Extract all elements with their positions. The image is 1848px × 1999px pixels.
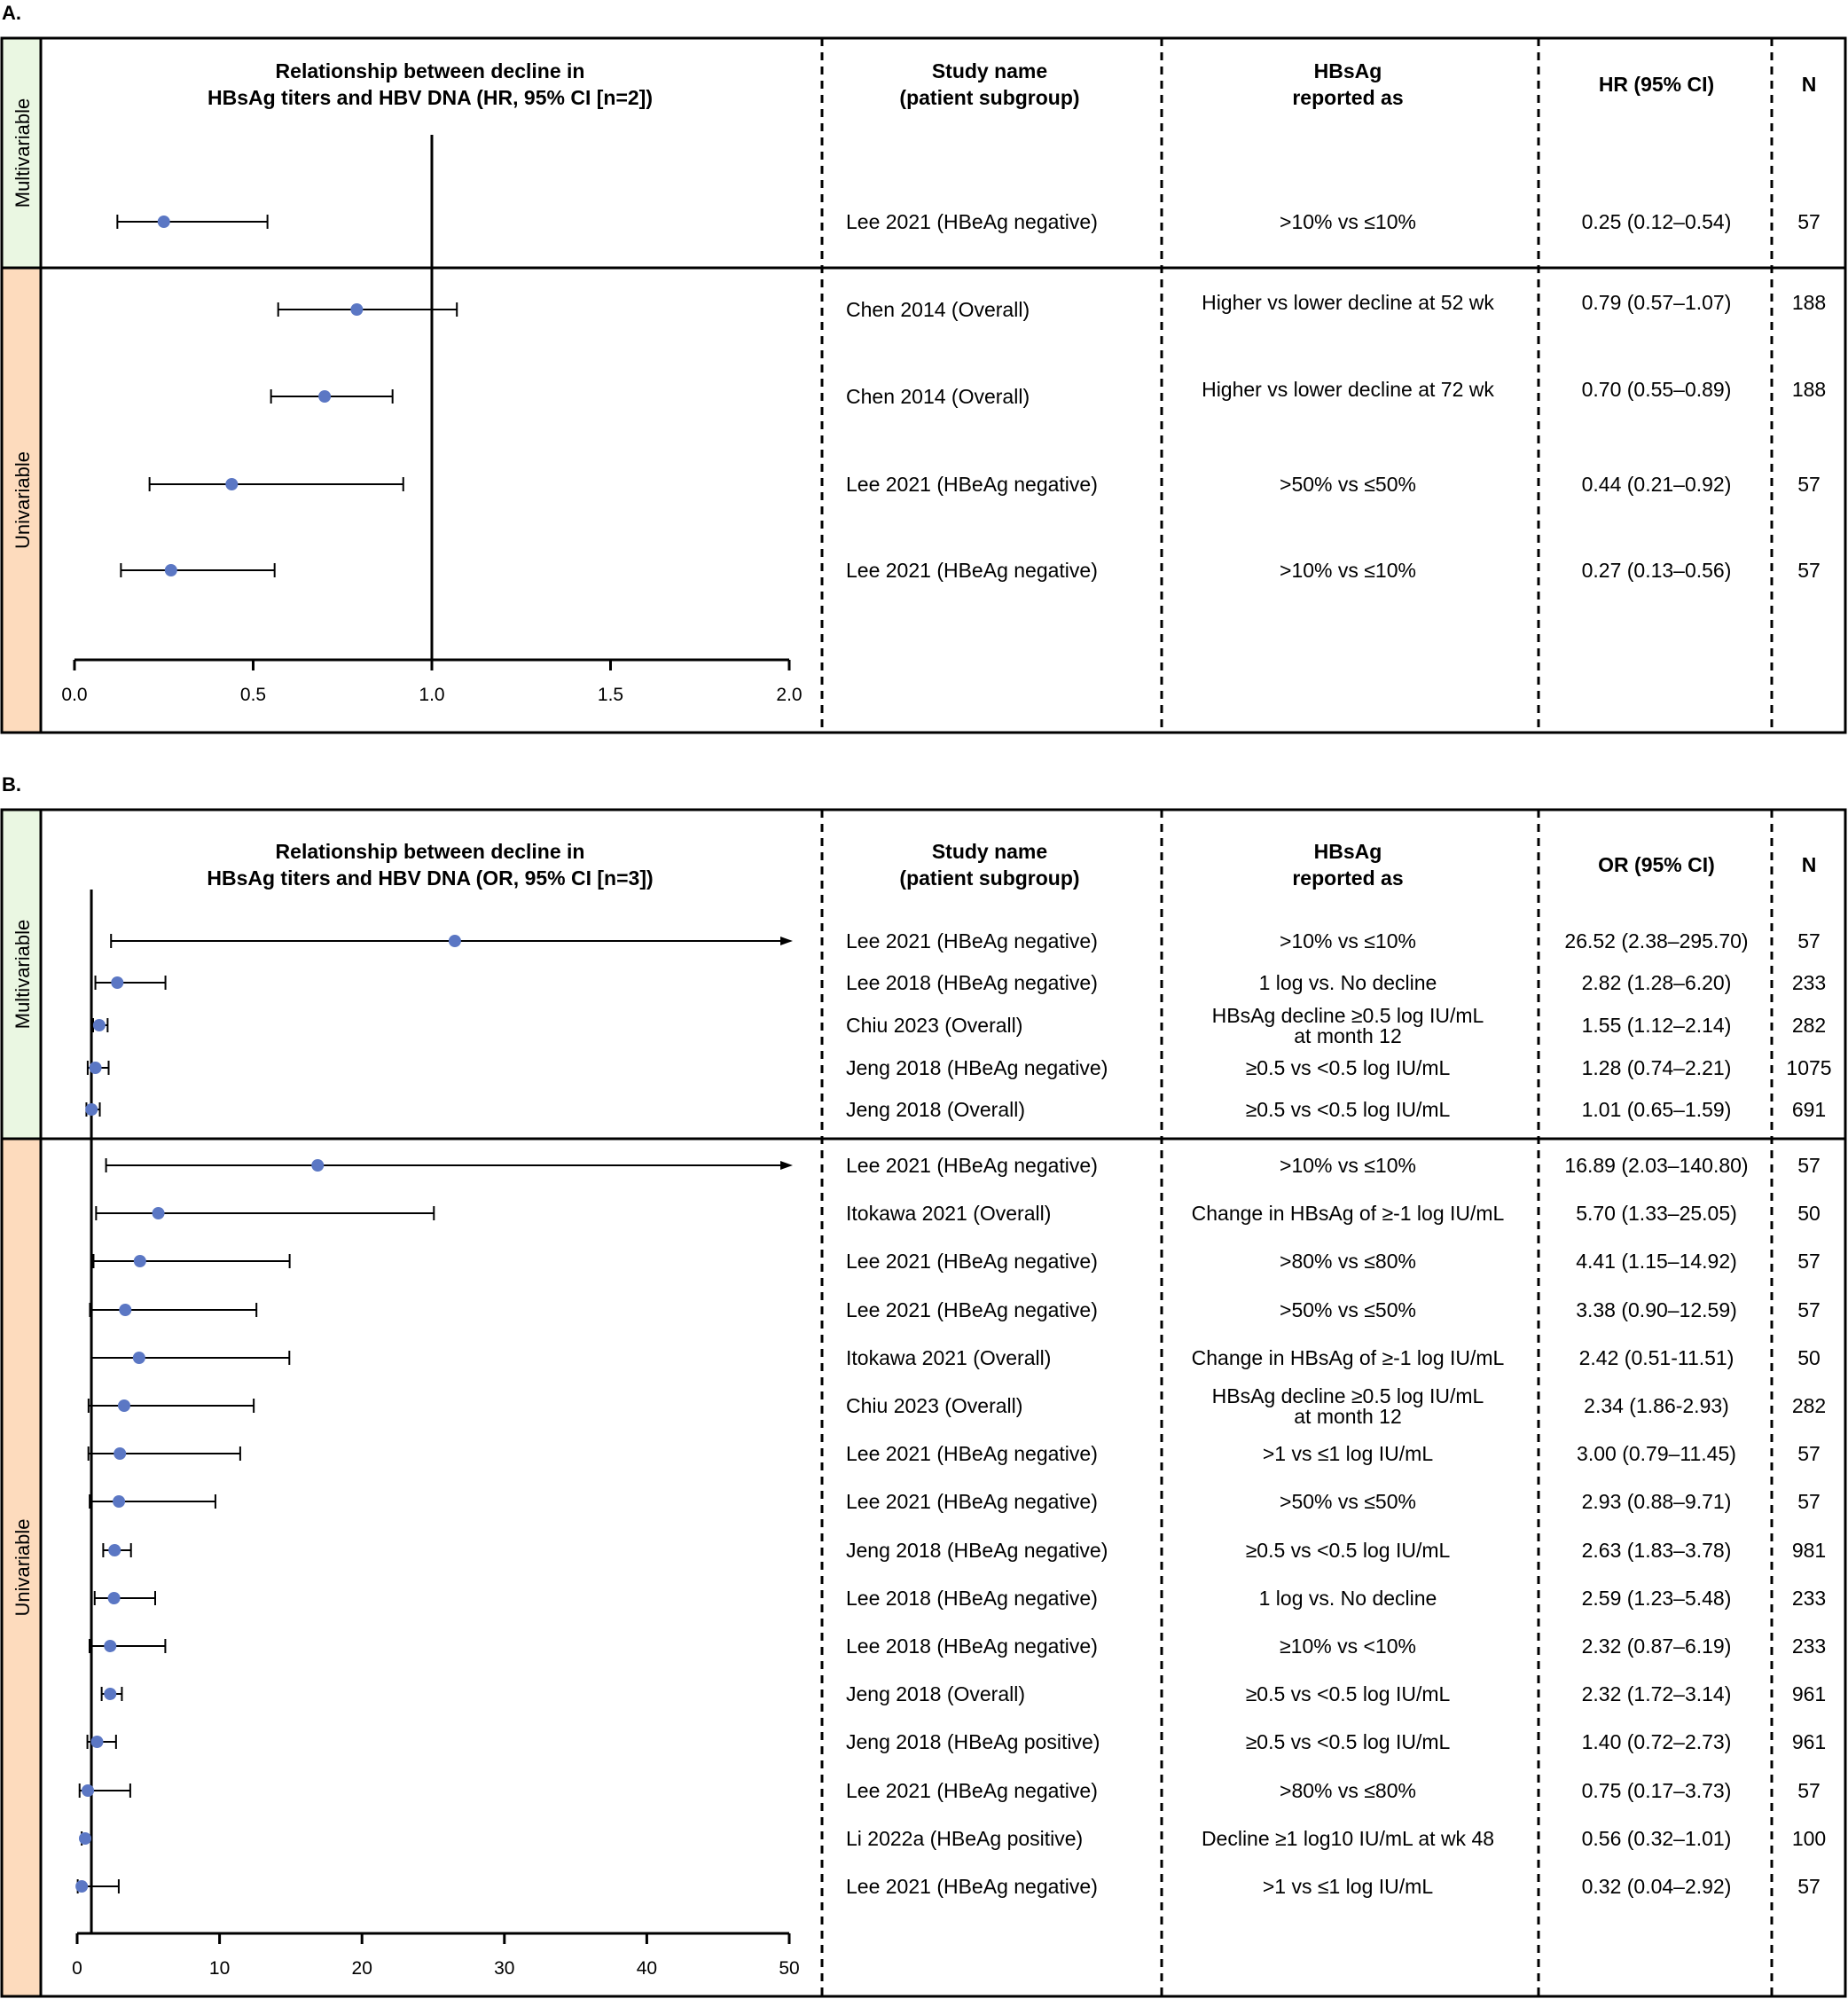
point-estimate xyxy=(449,935,461,947)
panel-label: B. xyxy=(2,773,21,796)
reported-as: ≥10% vs <10% xyxy=(1280,1634,1416,1658)
study-name: Lee 2021 (HBeAg negative) xyxy=(846,1779,1098,1802)
sample-size: 188 xyxy=(1791,378,1827,401)
reported-as: HBsAg decline ≥0.5 log IU/mL xyxy=(1211,1384,1484,1407)
point-estimate xyxy=(79,1832,91,1845)
study-name: Chiu 2023 (Overall) xyxy=(846,1014,1023,1037)
sample-size: 1075 xyxy=(1786,1056,1832,1079)
column-header-n: N xyxy=(1801,73,1817,96)
reported-as: 1 log vs. No decline xyxy=(1258,971,1437,994)
estimate-ci: 1.40 (0.72–2.73) xyxy=(1581,1730,1732,1753)
point-estimate xyxy=(165,564,177,576)
sample-size: 57 xyxy=(1797,559,1821,582)
point-estimate xyxy=(113,1495,125,1508)
point-estimate xyxy=(85,1103,98,1116)
column-header-reported: reported as xyxy=(1292,86,1404,109)
sample-size: 961 xyxy=(1791,1730,1827,1753)
reported-as: ≥0.5 vs <0.5 log IU/mL xyxy=(1245,1682,1451,1705)
study-name: Itokawa 2021 (Overall) xyxy=(846,1346,1052,1369)
sample-size: 57 xyxy=(1797,1154,1821,1177)
study-name: Lee 2021 (HBeAg negative) xyxy=(846,1490,1098,1513)
plot-title: HBsAg titers and HBV DNA (HR, 95% CI [n=2]) xyxy=(207,86,654,109)
sample-size: 57 xyxy=(1797,1250,1821,1273)
estimate-ci: 0.75 (0.17–3.73) xyxy=(1581,1779,1732,1802)
study-name: Jeng 2018 (Overall) xyxy=(846,1098,1025,1121)
column-header-study: Study name xyxy=(931,840,1048,863)
reported-as: >80% vs ≤80% xyxy=(1280,1779,1416,1802)
study-name: Lee 2021 (HBeAg negative) xyxy=(846,1875,1098,1898)
reported-as-line2: at month 12 xyxy=(1294,1024,1402,1047)
point-estimate xyxy=(104,1688,116,1700)
estimate-ci: 2.32 (1.72–3.14) xyxy=(1581,1682,1732,1705)
reported-as: >10% vs ≤10% xyxy=(1280,929,1416,952)
study-name: Lee 2021 (HBeAg negative) xyxy=(846,1154,1098,1177)
sample-size: 57 xyxy=(1797,1490,1821,1513)
sample-size: 50 xyxy=(1797,1346,1821,1369)
point-estimate xyxy=(108,1544,121,1556)
column-header-reported: HBsAg xyxy=(1313,59,1382,82)
estimate-ci: 1.55 (1.12–2.14) xyxy=(1581,1014,1732,1037)
group-label: Univariable xyxy=(12,451,34,550)
reported-as: >50% vs ≤50% xyxy=(1280,1298,1416,1321)
estimate-ci: 2.42 (0.51-11.51) xyxy=(1578,1346,1734,1369)
reported-as: >80% vs ≤80% xyxy=(1280,1250,1416,1273)
study-name: Lee 2021 (HBeAg negative) xyxy=(846,1298,1098,1321)
estimate-ci: 0.44 (0.21–0.92) xyxy=(1581,473,1732,496)
group-label: Multivariable xyxy=(12,98,34,208)
estimate-ci: 0.79 (0.57–1.07) xyxy=(1581,291,1732,314)
column-header-study: (patient subgroup) xyxy=(899,866,1080,890)
study-name: Lee 2021 (HBeAg negative) xyxy=(846,559,1098,582)
estimate-ci: 2.93 (0.88–9.71) xyxy=(1581,1490,1732,1513)
point-estimate xyxy=(93,1019,106,1031)
estimate-ci: 3.00 (0.79–11.45) xyxy=(1577,1442,1736,1465)
x-tick-label: 2.0 xyxy=(776,685,803,705)
x-tick-label: 50 xyxy=(779,1958,800,1979)
sample-size: 233 xyxy=(1791,1634,1827,1658)
estimate-ci: 26.52 (2.38–295.70) xyxy=(1564,929,1749,952)
sample-size: 981 xyxy=(1791,1539,1827,1562)
point-estimate xyxy=(119,1304,131,1316)
point-estimate xyxy=(225,478,238,490)
estimate-ci: 3.38 (0.90–12.59) xyxy=(1576,1298,1737,1321)
study-name: Lee 2018 (HBeAg negative) xyxy=(846,1634,1098,1658)
point-estimate xyxy=(311,1159,324,1172)
study-name: Jeng 2018 (Overall) xyxy=(846,1682,1025,1705)
sample-size: 233 xyxy=(1791,971,1827,994)
estimate-ci: 16.89 (2.03–140.80) xyxy=(1564,1154,1749,1177)
x-tick-label: 40 xyxy=(636,1958,658,1979)
study-name: Lee 2021 (HBeAg negative) xyxy=(846,473,1098,496)
point-estimate xyxy=(108,1592,121,1604)
x-tick-label: 0.5 xyxy=(239,685,267,705)
reported-as: >10% vs ≤10% xyxy=(1280,559,1416,582)
reported-as: >50% vs ≤50% xyxy=(1280,473,1416,496)
study-name: Chiu 2023 (Overall) xyxy=(846,1394,1023,1417)
reported-as: >1 vs ≤1 log IU/mL xyxy=(1262,1442,1434,1465)
estimate-ci: 2.63 (1.83–3.78) xyxy=(1581,1539,1732,1562)
study-name: Chen 2014 (Overall) xyxy=(846,385,1030,408)
sample-size: 57 xyxy=(1797,929,1821,952)
point-estimate xyxy=(82,1784,94,1797)
point-estimate xyxy=(118,1399,130,1412)
point-estimate xyxy=(90,1062,102,1074)
point-estimate xyxy=(111,976,123,989)
estimate-ci: 2.82 (1.28–6.20) xyxy=(1581,971,1732,994)
column-header-estimate: HR (95% CI) xyxy=(1598,73,1715,96)
reported-as: ≥0.5 vs <0.5 log IU/mL xyxy=(1245,1056,1451,1079)
reported-as: ≥0.5 vs <0.5 log IU/mL xyxy=(1245,1730,1451,1753)
reported-as: 1 log vs. No decline xyxy=(1258,1587,1437,1610)
sample-size: 57 xyxy=(1797,1779,1821,1802)
estimate-ci: 0.27 (0.13–0.56) xyxy=(1581,559,1732,582)
study-name: Li 2022a (HBeAg positive) xyxy=(846,1827,1084,1850)
reported-as: ≥0.5 vs <0.5 log IU/mL xyxy=(1245,1539,1451,1562)
estimate-ci: 0.56 (0.32–1.01) xyxy=(1581,1827,1732,1850)
x-tick-label: 1.0 xyxy=(419,685,445,705)
estimate-ci: 0.25 (0.12–0.54) xyxy=(1581,210,1732,233)
point-estimate xyxy=(104,1640,116,1652)
reported-as: Change in HBsAg of ≥-1 log IU/mL xyxy=(1191,1346,1505,1369)
sample-size: 57 xyxy=(1797,1442,1821,1465)
study-name: Lee 2021 (HBeAg negative) xyxy=(846,1442,1098,1465)
estimate-ci: 5.70 (1.33–25.05) xyxy=(1576,1202,1737,1225)
column-header-study: Study name xyxy=(931,59,1048,82)
reported-as: >10% vs ≤10% xyxy=(1280,1154,1416,1177)
sample-size: 57 xyxy=(1797,210,1821,233)
estimate-ci: 2.59 (1.23–5.48) xyxy=(1581,1587,1732,1610)
plot-title: Relationship between decline in xyxy=(275,840,585,863)
estimate-ci: 0.70 (0.55–0.89) xyxy=(1581,378,1732,401)
sample-size: 57 xyxy=(1797,1298,1821,1321)
reported-as: HBsAg decline ≥0.5 log IU/mL xyxy=(1211,1004,1484,1027)
reported-as-line2: at month 12 xyxy=(1294,1405,1402,1428)
estimate-ci: 1.28 (0.74–2.21) xyxy=(1581,1056,1732,1079)
ci-arrow-clipped xyxy=(780,937,793,945)
estimate-ci: 0.32 (0.04–2.92) xyxy=(1581,1875,1732,1898)
estimate-ci: 2.32 (0.87–6.19) xyxy=(1581,1634,1732,1658)
sample-size: 50 xyxy=(1797,1202,1821,1225)
column-header-n: N xyxy=(1801,853,1817,876)
study-name: Lee 2021 (HBeAg negative) xyxy=(846,929,1098,952)
study-name: Lee 2021 (HBeAg negative) xyxy=(846,210,1098,233)
column-header-reported: reported as xyxy=(1292,866,1404,890)
plot-title: HBsAg titers and HBV DNA (OR, 95% CI [n=3]) xyxy=(207,866,654,890)
point-estimate xyxy=(75,1880,88,1893)
estimate-ci: 1.01 (0.65–1.59) xyxy=(1581,1098,1732,1121)
point-estimate xyxy=(318,390,331,403)
study-name: Jeng 2018 (HBeAg negative) xyxy=(846,1056,1108,1079)
sample-size: 961 xyxy=(1791,1682,1827,1705)
study-name: Lee 2018 (HBeAg negative) xyxy=(846,1587,1098,1610)
sample-size: 282 xyxy=(1791,1014,1827,1037)
point-estimate xyxy=(153,1207,165,1219)
reported-as: >1 vs ≤1 log IU/mL xyxy=(1262,1875,1434,1898)
study-name: Lee 2018 (HBeAg negative) xyxy=(846,971,1098,994)
x-tick-label: 0 xyxy=(72,1958,82,1979)
x-tick-label: 0.0 xyxy=(61,685,88,705)
reported-as: >10% vs ≤10% xyxy=(1280,210,1416,233)
reported-as: >50% vs ≤50% xyxy=(1280,1490,1416,1513)
estimate-ci: 2.34 (1.86-2.93) xyxy=(1584,1394,1729,1417)
group-label: Multivariable xyxy=(12,919,34,1030)
sample-size: 188 xyxy=(1791,291,1827,314)
ci-arrow-clipped xyxy=(780,1161,793,1170)
group-label: Univariable xyxy=(12,1518,34,1617)
sample-size: 233 xyxy=(1791,1587,1827,1610)
point-estimate xyxy=(134,1255,146,1267)
estimate-ci: 4.41 (1.15–14.92) xyxy=(1576,1250,1737,1273)
study-name: Chen 2014 (Overall) xyxy=(846,298,1030,321)
study-name: Jeng 2018 (HBeAg positive) xyxy=(846,1730,1100,1753)
column-header-estimate: OR (95% CI) xyxy=(1598,853,1715,876)
plot-title: Relationship between decline in xyxy=(275,59,585,82)
sample-size: 57 xyxy=(1797,473,1821,496)
sample-size: 282 xyxy=(1791,1394,1827,1417)
column-header-study: (patient subgroup) xyxy=(899,86,1080,109)
x-tick-label: 1.5 xyxy=(597,685,624,705)
reported-as: Higher vs lower decline at 72 wk xyxy=(1202,378,1494,401)
study-name: Lee 2021 (HBeAg negative) xyxy=(846,1250,1098,1273)
sample-size: 691 xyxy=(1791,1098,1827,1121)
x-tick-label: 30 xyxy=(494,1958,515,1979)
x-tick-label: 20 xyxy=(351,1958,372,1979)
reported-as: Change in HBsAg of ≥-1 log IU/mL xyxy=(1191,1202,1505,1225)
point-estimate xyxy=(114,1447,126,1460)
sample-size: 100 xyxy=(1791,1827,1827,1850)
x-tick-label: 10 xyxy=(208,1958,231,1979)
panel-label: A. xyxy=(2,2,21,24)
point-estimate xyxy=(350,303,363,316)
point-estimate xyxy=(158,216,170,228)
point-estimate xyxy=(133,1352,145,1364)
study-name: Jeng 2018 (HBeAg negative) xyxy=(846,1539,1108,1562)
point-estimate xyxy=(90,1736,103,1748)
reported-as: Higher vs lower decline at 52 wk xyxy=(1202,291,1494,314)
column-header-reported: HBsAg xyxy=(1313,840,1382,863)
reported-as: ≥0.5 vs <0.5 log IU/mL xyxy=(1245,1098,1451,1121)
sample-size: 57 xyxy=(1797,1875,1821,1898)
study-name: Itokawa 2021 (Overall) xyxy=(846,1202,1052,1225)
reported-as: Decline ≥1 log10 IU/mL at wk 48 xyxy=(1201,1827,1495,1850)
